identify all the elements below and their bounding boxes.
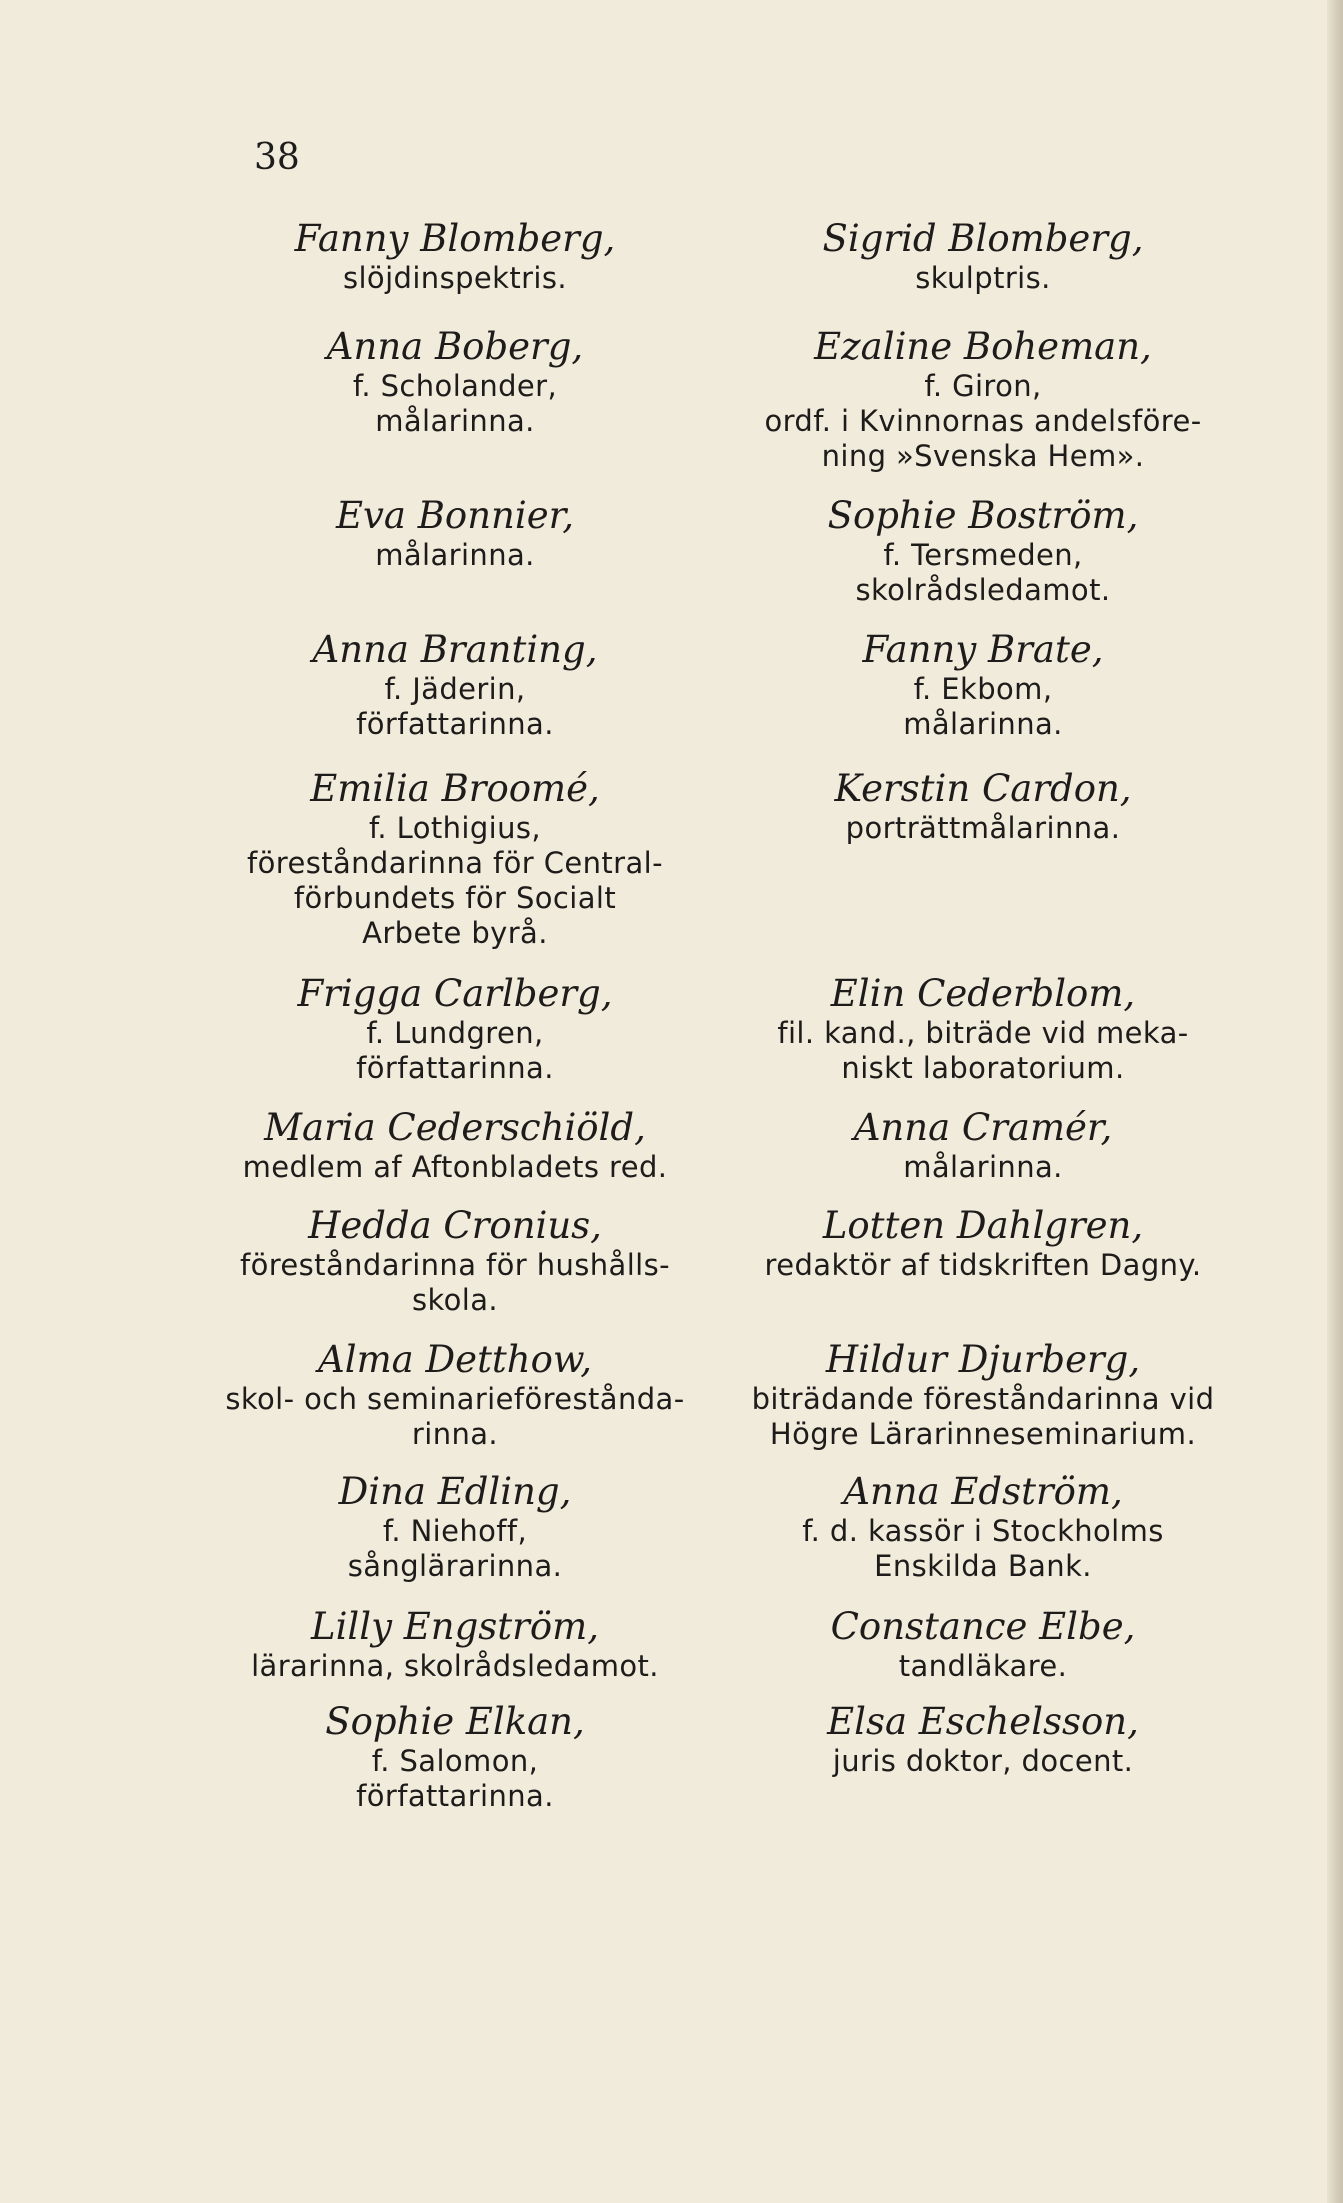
entry-line: skola. [411, 1283, 499, 1317]
person-name: Sophie Elkan, [325, 1700, 585, 1743]
person-name: Constance Elbe, [830, 1605, 1136, 1648]
person-name: Lotten Dahlgren, [822, 1204, 1144, 1247]
entry-line: f. Ekbom, [913, 672, 1053, 706]
entry [185, 972, 725, 1086]
person-name: Sigrid Blomberg, [822, 217, 1144, 260]
entry-line: målarinna. [903, 707, 1063, 741]
entry [713, 217, 1253, 296]
person-name: Frigga Carlberg, [297, 972, 613, 1015]
entry-line: förbundets för Socialt [293, 881, 617, 915]
person-name: Maria Cederschiöld, [264, 1106, 646, 1149]
entry [713, 1605, 1253, 1684]
entry [713, 1470, 1253, 1584]
person-name: Anna Branting, [312, 628, 598, 671]
entry [185, 767, 725, 951]
entry [185, 1204, 725, 1318]
entry-line: niskt laboratorium. [841, 1051, 1125, 1085]
person-name: Alma Detthow, [318, 1338, 592, 1381]
person-name: Ezaline Boheman, [814, 325, 1152, 368]
person-name: Hildur Djurberg, [825, 1338, 1141, 1381]
entry [713, 1700, 1253, 1779]
entry [713, 972, 1253, 1086]
person-name: Dina Edling, [338, 1470, 572, 1513]
entry-line: skol- och seminarieförestånda- [225, 1382, 685, 1416]
entry [185, 1338, 725, 1452]
entry [713, 1338, 1253, 1452]
entry-line: fil. kand., biträde vid meka- [777, 1016, 1189, 1050]
entry [185, 1106, 725, 1185]
entry-line: lärarinna, skolrådsledamot. [251, 1649, 659, 1683]
entry-line: målarinna. [375, 404, 535, 438]
page-number: 38 [254, 137, 300, 178]
entry [713, 628, 1253, 742]
entry [185, 628, 725, 742]
person-name: Hedda Cronius, [308, 1204, 602, 1247]
entry-line: rinna. [411, 1417, 499, 1451]
person-name: Anna Edström, [843, 1470, 1123, 1513]
person-name: Lilly Engström, [311, 1605, 599, 1648]
entry-line: tandläkare. [898, 1649, 1068, 1683]
entry-line: f. Lundgren, [366, 1016, 544, 1050]
entry [713, 1106, 1253, 1185]
entry-line: f. d. kassör i Stockholms [802, 1514, 1164, 1548]
entry-line: Högre Lärarinneseminarium. [769, 1417, 1197, 1451]
entry [713, 325, 1253, 474]
person-name: Fanny Brate, [862, 628, 1104, 671]
entry [713, 767, 1253, 846]
entry [713, 494, 1253, 608]
entry-line: föreståndarinna för hushålls- [239, 1248, 671, 1282]
entry [185, 494, 725, 573]
entry-line: f. Niehoff, [382, 1514, 528, 1548]
entry-line: slöjdinspektris. [342, 261, 568, 295]
entry [185, 1700, 725, 1814]
entry-line: ning »Svenska Hem». [821, 439, 1145, 473]
entry-line: sånglärarinna. [347, 1549, 563, 1583]
entry-line: f. Tersmeden, [883, 538, 1083, 572]
entry-line: författarinna. [356, 707, 554, 741]
person-name: Fanny Blomberg, [294, 217, 616, 260]
page-edge [1327, 0, 1343, 2203]
entry-line: f. Jäderin, [384, 672, 526, 706]
person-name: Emilia Broomé, [310, 767, 600, 810]
entry-line: målarinna. [903, 1150, 1063, 1184]
entry-line: skolrådsledamot. [855, 573, 1111, 607]
entry-line: juris doktor, docent. [832, 1744, 1134, 1778]
person-name: Anna Cramér, [853, 1106, 1113, 1149]
entry-line: f. Lothigius, [368, 811, 542, 845]
entry [185, 1470, 725, 1584]
person-name: Elsa Eschelsson, [827, 1700, 1139, 1743]
person-name: Anna Boberg, [326, 325, 584, 368]
person-name: Eva Bonnier, [336, 494, 574, 537]
entry-line: ordf. i Kvinnornas andelsföre- [764, 404, 1202, 438]
entry-line: f. Scholander, [352, 369, 558, 403]
entry-line: biträdande föreståndarinna vid [751, 1382, 1215, 1416]
entry-line: författarinna. [356, 1779, 554, 1813]
entry [185, 217, 725, 296]
entry [713, 1204, 1253, 1283]
person-name: Kerstin Cardon, [834, 767, 1132, 810]
entry-line: Arbete byrå. [362, 916, 548, 950]
person-name: Sophie Boström, [827, 494, 1139, 537]
entry [185, 1605, 725, 1684]
entry [185, 325, 725, 439]
entry-line: f. Salomon, [371, 1744, 539, 1778]
entry-line: skulptris. [915, 261, 1051, 295]
entry-line: redaktör af tidskriften Dagny. [764, 1248, 1202, 1282]
person-name: Elin Cederblom, [830, 972, 1136, 1015]
entry-line: målarinna. [375, 538, 535, 572]
entry-line: porträttmålarinna. [845, 811, 1121, 845]
entry-line: medlem af Aftonbladets red. [242, 1150, 668, 1184]
entry-line: f. Giron, [924, 369, 1042, 403]
entry-line: författarinna. [356, 1051, 554, 1085]
entry-line: föreståndarinna för Central- [247, 846, 663, 880]
entry-line: Enskilda Bank. [874, 1549, 1092, 1583]
